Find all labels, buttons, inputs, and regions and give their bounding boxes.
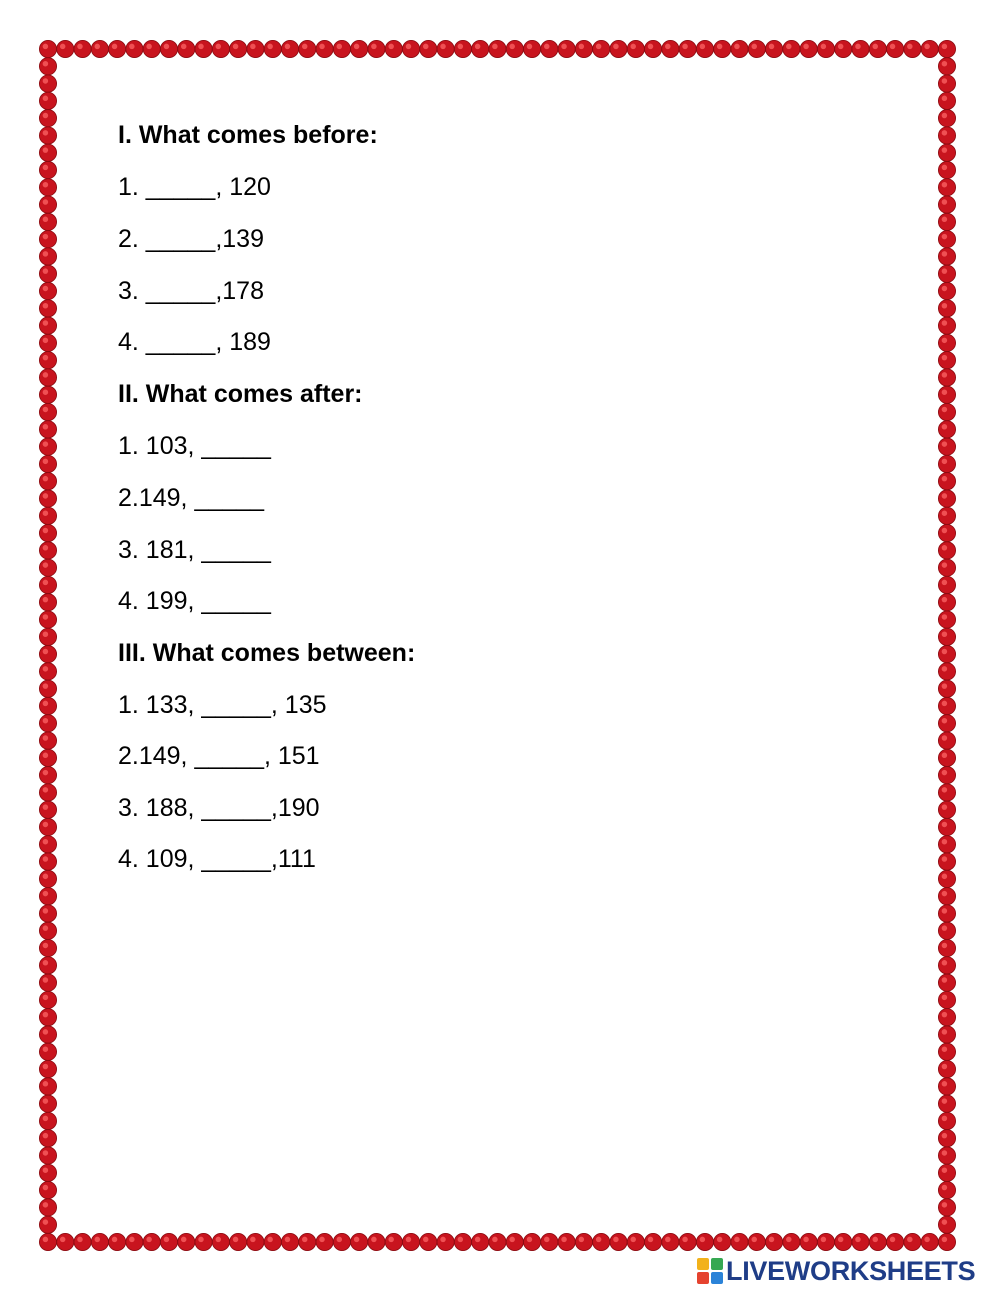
question-line: 2.149, _____, 151 bbox=[118, 742, 320, 770]
border-dot bbox=[39, 576, 56, 593]
border-dot bbox=[938, 715, 955, 732]
border-dot bbox=[39, 403, 56, 420]
border-dot bbox=[714, 40, 731, 57]
border-dot bbox=[938, 1043, 955, 1060]
border-dot bbox=[39, 265, 56, 282]
border-dot bbox=[39, 663, 56, 680]
border-dot bbox=[558, 1233, 575, 1250]
border-dot bbox=[39, 386, 56, 403]
border-dot bbox=[938, 179, 955, 196]
border-dot bbox=[264, 1233, 281, 1250]
border-dot bbox=[938, 438, 955, 455]
border-dot bbox=[558, 40, 575, 57]
border-dot bbox=[143, 40, 160, 57]
border-dot bbox=[852, 1233, 869, 1250]
border-dot bbox=[39, 836, 56, 853]
border-dot bbox=[731, 1233, 748, 1250]
border-dot bbox=[938, 974, 955, 991]
border-dot bbox=[57, 1233, 74, 1250]
border-dot bbox=[523, 1233, 540, 1250]
border-dot bbox=[938, 559, 955, 576]
border-dot bbox=[938, 628, 955, 645]
border-dot bbox=[921, 40, 938, 57]
border-dot bbox=[938, 611, 955, 628]
border-dot bbox=[938, 1233, 955, 1250]
border-dot bbox=[938, 801, 955, 818]
border-dot bbox=[800, 1233, 817, 1250]
border-dot bbox=[454, 1233, 471, 1250]
border-dot bbox=[938, 1095, 955, 1112]
border-dot bbox=[887, 1233, 904, 1250]
border-dot bbox=[817, 1233, 834, 1250]
border-dot bbox=[938, 870, 955, 887]
border-dot bbox=[938, 40, 955, 57]
border-dot bbox=[938, 1216, 955, 1233]
border-dot bbox=[938, 991, 955, 1008]
border-dot bbox=[662, 40, 679, 57]
section-heading-before: I. What comes before: bbox=[118, 121, 378, 149]
border-dot bbox=[368, 1233, 385, 1250]
border-dot bbox=[472, 40, 489, 57]
border-dot bbox=[938, 282, 955, 299]
border-dot bbox=[39, 1043, 56, 1060]
border-dot bbox=[109, 40, 126, 57]
border-dot bbox=[800, 40, 817, 57]
border-dot bbox=[506, 40, 523, 57]
border-dot bbox=[938, 525, 955, 542]
border-dot bbox=[368, 40, 385, 57]
border-dot bbox=[489, 40, 506, 57]
border-dot bbox=[938, 352, 955, 369]
border-dot bbox=[696, 40, 713, 57]
border-dot bbox=[247, 1233, 264, 1250]
border-dot bbox=[938, 939, 955, 956]
border-dot bbox=[39, 594, 56, 611]
border-dot bbox=[938, 818, 955, 835]
question-line: 2.149, _____ bbox=[118, 484, 264, 512]
border-dot bbox=[316, 1233, 333, 1250]
border-dot bbox=[938, 490, 955, 507]
border-dot bbox=[316, 40, 333, 57]
border-dot bbox=[938, 1112, 955, 1129]
border-dot bbox=[109, 1233, 126, 1250]
border-dot bbox=[178, 40, 195, 57]
border-dot bbox=[731, 40, 748, 57]
border-dot bbox=[472, 1233, 489, 1250]
border-dot bbox=[91, 1233, 108, 1250]
border-dot bbox=[39, 352, 56, 369]
border-dot bbox=[714, 1233, 731, 1250]
border-dot bbox=[921, 1233, 938, 1250]
border-dot bbox=[74, 40, 91, 57]
border-dot bbox=[281, 40, 298, 57]
border-dot bbox=[938, 455, 955, 472]
border-dot bbox=[39, 559, 56, 576]
border-dot bbox=[938, 196, 955, 213]
border-dot bbox=[39, 1095, 56, 1112]
border-dot bbox=[39, 974, 56, 991]
border-dot bbox=[610, 40, 627, 57]
border-dot bbox=[39, 646, 56, 663]
border-dot bbox=[39, 179, 56, 196]
question-line: 4. 109, _____,111 bbox=[118, 845, 316, 873]
border-dot bbox=[39, 58, 56, 75]
border-dot bbox=[39, 127, 56, 144]
border-dot bbox=[938, 594, 955, 611]
border-dot bbox=[938, 317, 955, 334]
border-dot bbox=[351, 40, 368, 57]
border-dot bbox=[541, 40, 558, 57]
border-dot bbox=[39, 1182, 56, 1199]
border-dot bbox=[938, 334, 955, 351]
border-dot bbox=[766, 40, 783, 57]
border-dot bbox=[938, 1147, 955, 1164]
border-dot bbox=[938, 161, 955, 178]
border-dot bbox=[39, 144, 56, 161]
border-dot bbox=[39, 75, 56, 92]
section-heading-after: II. What comes after: bbox=[118, 380, 363, 408]
border-dot bbox=[39, 1026, 56, 1043]
border-dot bbox=[679, 1233, 696, 1250]
border-dot bbox=[230, 40, 247, 57]
border-dot bbox=[39, 818, 56, 835]
border-dot bbox=[39, 1233, 56, 1250]
border-dot bbox=[39, 196, 56, 213]
border-dot bbox=[39, 248, 56, 265]
border-dot bbox=[748, 1233, 765, 1250]
border-dot bbox=[938, 749, 955, 766]
border-dot bbox=[610, 1233, 627, 1250]
border-dot bbox=[39, 1199, 56, 1216]
border-dot bbox=[39, 853, 56, 870]
border-dot bbox=[489, 1233, 506, 1250]
border-dot bbox=[766, 1233, 783, 1250]
border-dot bbox=[575, 40, 592, 57]
border-dot bbox=[39, 473, 56, 490]
border-dot bbox=[938, 646, 955, 663]
border-dot bbox=[385, 40, 402, 57]
border-dot bbox=[938, 300, 955, 317]
border-dot bbox=[39, 905, 56, 922]
border-dot bbox=[938, 421, 955, 438]
border-dot bbox=[904, 1233, 921, 1250]
border-dot bbox=[39, 455, 56, 472]
border-dot bbox=[195, 40, 212, 57]
border-dot bbox=[938, 1078, 955, 1095]
border-dot bbox=[541, 1233, 558, 1250]
border-dot bbox=[869, 1233, 886, 1250]
border-dot bbox=[783, 1233, 800, 1250]
liveworksheets-brand bbox=[697, 1257, 975, 1285]
border-dot bbox=[39, 213, 56, 230]
border-dot bbox=[39, 334, 56, 351]
border-dot bbox=[420, 40, 437, 57]
border-dot bbox=[39, 490, 56, 507]
border-dot bbox=[39, 92, 56, 109]
border-dot bbox=[887, 40, 904, 57]
border-dot bbox=[39, 231, 56, 248]
border-dot bbox=[938, 1182, 955, 1199]
border-dot bbox=[212, 40, 229, 57]
border-dot bbox=[938, 836, 955, 853]
border-dot bbox=[333, 40, 350, 57]
border-dot bbox=[351, 1233, 368, 1250]
border-dot bbox=[938, 110, 955, 127]
border-dot bbox=[39, 888, 56, 905]
border-dot bbox=[835, 40, 852, 57]
border-dot bbox=[938, 386, 955, 403]
border-dot bbox=[662, 1233, 679, 1250]
border-dot bbox=[938, 767, 955, 784]
border-dot bbox=[938, 92, 955, 109]
border-dot bbox=[57, 40, 74, 57]
border-dot bbox=[39, 1061, 56, 1078]
border-dot bbox=[938, 732, 955, 749]
border-dot bbox=[178, 1233, 195, 1250]
border-dot bbox=[938, 888, 955, 905]
border-dot bbox=[247, 40, 264, 57]
border-dot bbox=[39, 438, 56, 455]
question-line: 4. _____, 189 bbox=[118, 328, 271, 356]
border-dot bbox=[385, 1233, 402, 1250]
border-dot bbox=[593, 40, 610, 57]
border-dot bbox=[852, 40, 869, 57]
border-dot bbox=[679, 40, 696, 57]
brand-logo-text: LIVEWORKSHEETS bbox=[726, 1256, 976, 1286]
border-dot bbox=[39, 611, 56, 628]
border-dot bbox=[938, 680, 955, 697]
border-dot bbox=[143, 1233, 160, 1250]
border-dot bbox=[39, 507, 56, 524]
border-dot bbox=[835, 1233, 852, 1250]
border-dot bbox=[938, 957, 955, 974]
question-line: 3. 181, _____ bbox=[118, 536, 271, 564]
border-dot bbox=[39, 1078, 56, 1095]
border-dot bbox=[938, 576, 955, 593]
question-line: 1. 103, _____ bbox=[118, 432, 271, 460]
border-dot bbox=[627, 1233, 644, 1250]
border-dot bbox=[437, 1233, 454, 1250]
border-dot bbox=[39, 939, 56, 956]
border-dot bbox=[748, 40, 765, 57]
border-dot bbox=[230, 1233, 247, 1250]
border-dot bbox=[938, 127, 955, 144]
question-line: 3. 188, _____,190 bbox=[118, 794, 320, 822]
question-line: 1. _____, 120 bbox=[118, 173, 271, 201]
border-dot bbox=[575, 1233, 592, 1250]
border-dot bbox=[126, 40, 143, 57]
border-dot bbox=[160, 40, 177, 57]
border-dot bbox=[39, 628, 56, 645]
border-dot bbox=[39, 784, 56, 801]
border-dot bbox=[627, 40, 644, 57]
border-dot bbox=[938, 784, 955, 801]
border-dot bbox=[938, 403, 955, 420]
border-dot bbox=[783, 40, 800, 57]
border-dot bbox=[938, 144, 955, 161]
border-dot bbox=[126, 1233, 143, 1250]
border-dot bbox=[91, 40, 108, 57]
border-dot bbox=[74, 1233, 91, 1250]
border-dot bbox=[938, 697, 955, 714]
border-dot bbox=[938, 1026, 955, 1043]
border-dot bbox=[938, 1199, 955, 1216]
border-dot bbox=[454, 40, 471, 57]
border-dot bbox=[39, 715, 56, 732]
border-dot bbox=[938, 213, 955, 230]
border-dot bbox=[39, 957, 56, 974]
border-dot bbox=[39, 110, 56, 127]
border-dot bbox=[938, 542, 955, 559]
border-dot bbox=[160, 1233, 177, 1250]
question-line: 4. 199, _____ bbox=[118, 587, 271, 615]
border-dot bbox=[938, 58, 955, 75]
border-dot bbox=[39, 922, 56, 939]
border-dot bbox=[39, 1216, 56, 1233]
border-dot bbox=[39, 801, 56, 818]
border-dot bbox=[39, 732, 56, 749]
border-dot bbox=[644, 1233, 661, 1250]
question-line: 2. _____,139 bbox=[118, 225, 264, 253]
border-dot bbox=[938, 1164, 955, 1181]
border-dot bbox=[938, 369, 955, 386]
border-dot bbox=[904, 40, 921, 57]
border-dot bbox=[938, 265, 955, 282]
border-dot bbox=[39, 282, 56, 299]
border-dot bbox=[39, 697, 56, 714]
border-dot bbox=[39, 542, 56, 559]
border-dot bbox=[39, 525, 56, 542]
border-dot bbox=[39, 317, 56, 334]
border-dot bbox=[696, 1233, 713, 1250]
border-dot bbox=[39, 421, 56, 438]
border-dot bbox=[938, 473, 955, 490]
border-dot bbox=[39, 680, 56, 697]
border-dot bbox=[39, 767, 56, 784]
border-dot bbox=[39, 1130, 56, 1147]
border-dot bbox=[593, 1233, 610, 1250]
border-dot bbox=[938, 922, 955, 939]
border-dot bbox=[39, 40, 56, 57]
border-dot bbox=[39, 369, 56, 386]
border-dot bbox=[938, 853, 955, 870]
border-dot bbox=[39, 749, 56, 766]
border-dot bbox=[938, 1061, 955, 1078]
border-dot bbox=[39, 1009, 56, 1026]
question-line: 3. _____,178 bbox=[118, 277, 264, 305]
border-dot bbox=[39, 991, 56, 1008]
border-dot bbox=[938, 75, 955, 92]
border-dot bbox=[39, 161, 56, 178]
border-dot bbox=[817, 40, 834, 57]
liveworksheets-logo-icon bbox=[697, 1258, 723, 1284]
border-dot bbox=[39, 870, 56, 887]
border-dot bbox=[938, 231, 955, 248]
border-dot bbox=[299, 1233, 316, 1250]
border-dot bbox=[39, 1112, 56, 1129]
border-dot bbox=[938, 507, 955, 524]
border-dot bbox=[420, 1233, 437, 1250]
border-dot bbox=[938, 1009, 955, 1026]
border-dot bbox=[938, 248, 955, 265]
border-dot bbox=[39, 1164, 56, 1181]
border-dot bbox=[299, 40, 316, 57]
border-dot bbox=[39, 1147, 56, 1164]
border-dot bbox=[523, 40, 540, 57]
border-dot bbox=[281, 1233, 298, 1250]
border-dot bbox=[506, 1233, 523, 1250]
border-dot bbox=[195, 1233, 212, 1250]
border-dot bbox=[644, 40, 661, 57]
border-dot bbox=[938, 663, 955, 680]
border-dot bbox=[402, 40, 419, 57]
border-dot bbox=[333, 1233, 350, 1250]
border-dot bbox=[869, 40, 886, 57]
question-line: 1. 133, _____, 135 bbox=[118, 691, 327, 719]
border-dot bbox=[212, 1233, 229, 1250]
border-dot bbox=[402, 1233, 419, 1250]
border-dot bbox=[437, 40, 454, 57]
border-dot bbox=[938, 905, 955, 922]
border-dot bbox=[938, 1130, 955, 1147]
section-heading-between: III. What comes between: bbox=[118, 639, 416, 667]
border-dot bbox=[264, 40, 281, 57]
border-dot bbox=[39, 300, 56, 317]
